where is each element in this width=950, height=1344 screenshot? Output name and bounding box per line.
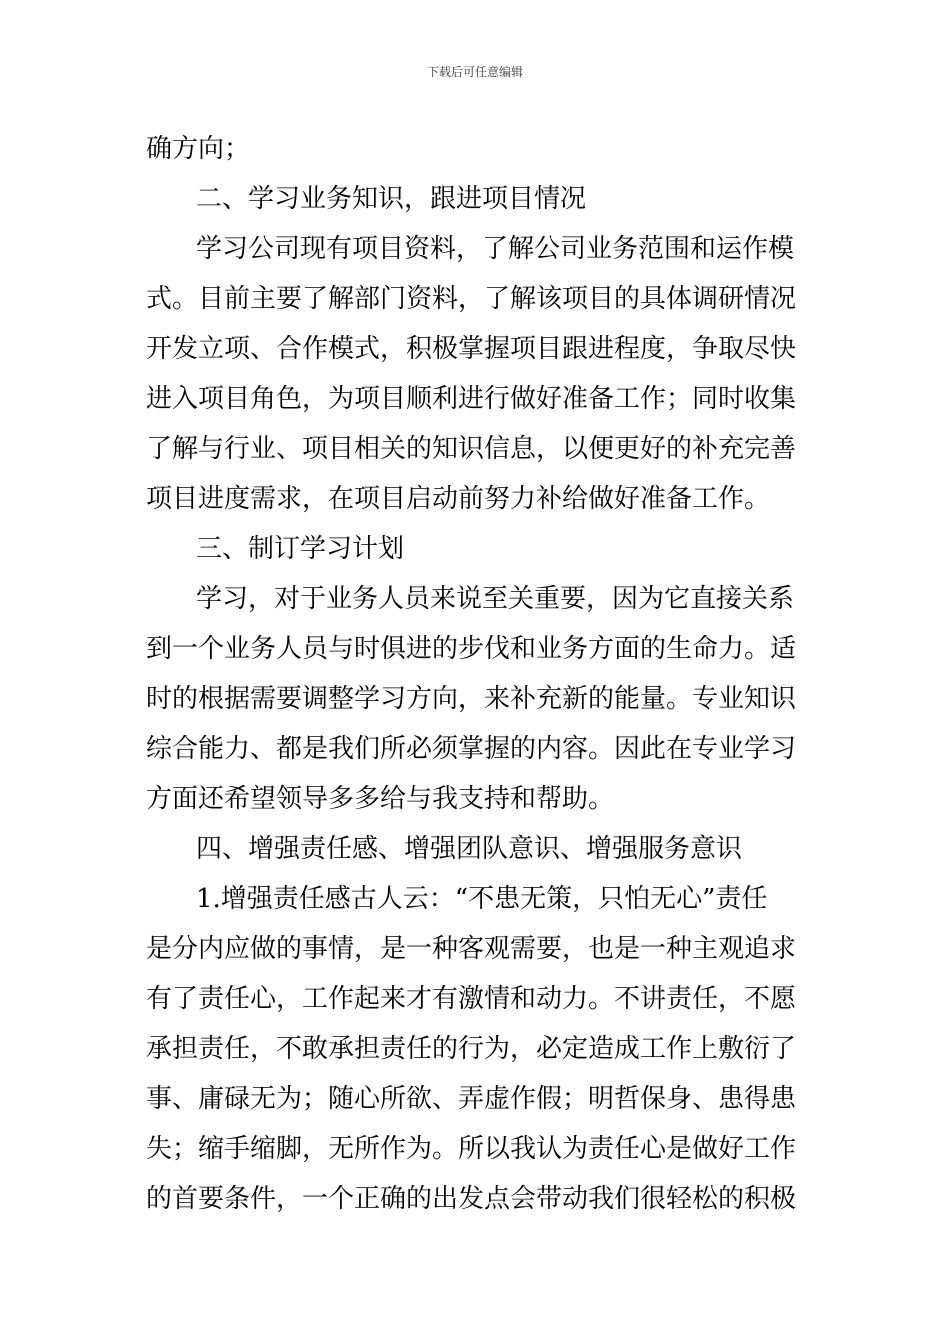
text-line: 是分内应做的事情，是一种客观需要，也是一种主观追求 xyxy=(146,934,797,964)
text-line: 失；缩手缩脚，无所作为。所以我认为责任心是做好工作 xyxy=(146,1134,797,1164)
text-line: 时的根据需要调整学习方向，来补充新的能量。专业知识 xyxy=(146,684,797,714)
text-line: 开发立项、合作模式，积极掌握项目跟进程度，争取尽快 xyxy=(146,334,797,364)
text-line: 到一个业务人员与时俱进的步伐和业务方面的生命力。适 xyxy=(146,634,797,664)
text-line: 式。目前主要了解部门资料，了解该项目的具体调研情况 xyxy=(146,284,797,314)
text-line: 综合能力、都是我们所必须掌握的内容。因此在专业学习 xyxy=(146,734,797,764)
text-line: 承担责任，不敢承担责任的行为，必定造成工作上敷衍了 xyxy=(146,1034,797,1064)
section-heading: 三、制订学习计划 xyxy=(196,534,405,564)
paragraph-first-line: 学习，对于业务人员来说至关重要，因为它直接关系 xyxy=(196,584,795,614)
paragraph-first-line: 学习公司现有项目资料，了解公司业务范围和运作模 xyxy=(196,234,795,264)
text-line: 了解与行业、项目相关的知识信息，以便更好的补充完善 xyxy=(146,434,797,464)
text-line: 项目进度需求，在项目启动前努力补给做好准备工作。 xyxy=(146,484,771,514)
text-line: 事、庸碌无为；随心所欲、弄虚作假；明哲保身、患得患 xyxy=(146,1084,797,1114)
text-line: 方面还希望领导多多给与我支持和帮助。 xyxy=(146,784,615,814)
section-heading: 四、增强责任感、增强团队意识、增强服务意识 xyxy=(196,834,743,864)
paragraph-first-line: 1.增强责任感古人云：“不患无策，只怕无心”责任 xyxy=(196,884,768,914)
section-heading: 二、学习业务知识，跟进项目情况 xyxy=(196,184,587,214)
text-line: 确方向； xyxy=(146,134,251,164)
text-line: 的首要条件，一个正确的出发点会带动我们很轻松的积极 xyxy=(146,1184,797,1214)
text-line: 有了责任心，工作起来才有激情和动力。不讲责任，不愿 xyxy=(146,984,797,1014)
text-line: 进入项目角色，为项目顺利进行做好准备工作；同时收集 xyxy=(146,384,797,414)
page-header: 下载后可任意编辑 xyxy=(426,65,523,79)
